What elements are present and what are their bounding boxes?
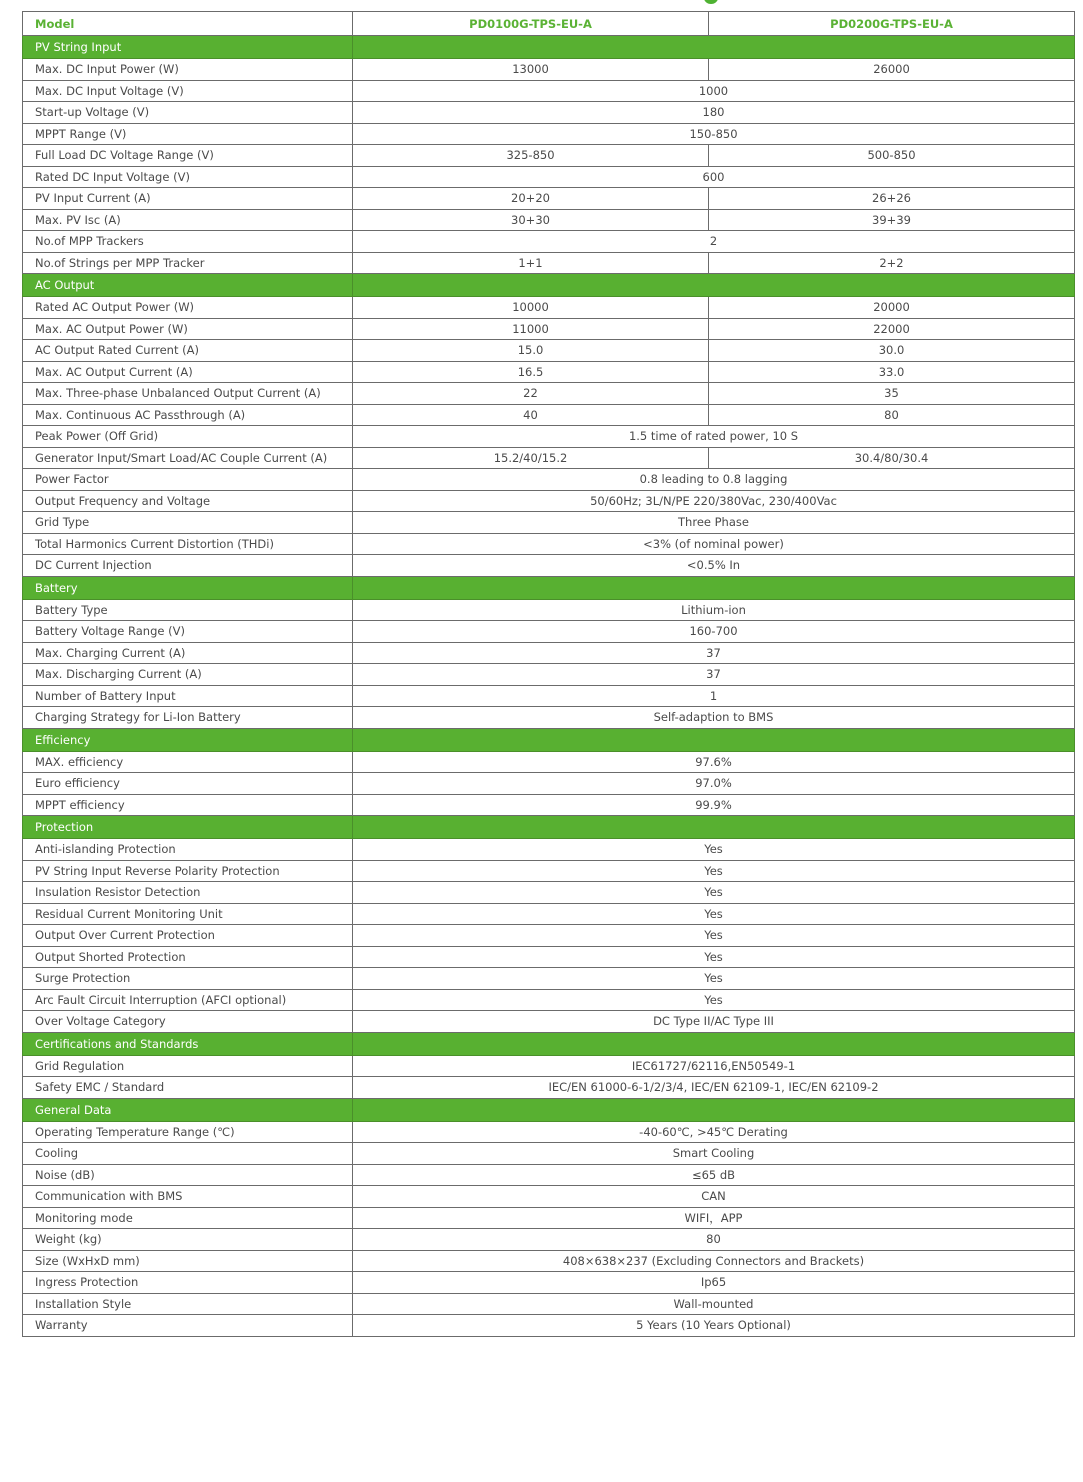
spec-label: Cooling xyxy=(23,1143,353,1165)
spec-row xyxy=(23,1164,1075,1186)
spec-value: 15.2/40/15.2 xyxy=(353,447,709,469)
spec-row xyxy=(23,599,1075,621)
spec-row xyxy=(23,773,1075,795)
spec-value: Lithium-ion xyxy=(353,599,1075,621)
section-filler xyxy=(353,728,1075,751)
spec-value: 30.0 xyxy=(709,340,1075,362)
spec-value: 1+1 xyxy=(353,252,709,274)
spec-label: Output Shorted Protection xyxy=(23,946,353,968)
spec-value: 2+2 xyxy=(709,252,1075,274)
section-header xyxy=(23,728,1075,751)
spec-label: Total Harmonics Current Distortion (THDi) xyxy=(23,533,353,555)
spec-value: 1 xyxy=(353,685,1075,707)
spec-value: 2 xyxy=(353,231,1075,253)
spec-value: WIFI，APP xyxy=(353,1207,1075,1229)
spec-label: No.of MPP Trackers xyxy=(23,231,353,253)
section-header xyxy=(23,576,1075,599)
spec-row xyxy=(23,707,1075,729)
spec-label: Anti-islanding Protection xyxy=(23,839,353,861)
logo-mark-icon xyxy=(704,0,718,4)
spec-label: No.of Strings per MPP Tracker xyxy=(23,252,353,274)
spec-row xyxy=(23,555,1075,577)
section-filler xyxy=(353,576,1075,599)
spec-value: 35 xyxy=(709,383,1075,405)
section-title: Protection xyxy=(23,816,353,839)
spec-value: 37 xyxy=(353,642,1075,664)
spec-label: Max. AC Output Power (W) xyxy=(23,318,353,340)
spec-label: Grid Regulation xyxy=(23,1055,353,1077)
spec-row xyxy=(23,664,1075,686)
spec-label: Installation Style xyxy=(23,1293,353,1315)
section-title: Efficiency xyxy=(23,728,353,751)
spec-label: DC Current Injection xyxy=(23,555,353,577)
spec-row xyxy=(23,80,1075,102)
spec-value: 325-850 xyxy=(353,145,709,167)
spec-value: Yes xyxy=(353,946,1075,968)
spec-row xyxy=(23,925,1075,947)
spec-value: 1.5 time of rated power, 10 S xyxy=(353,426,1075,448)
spec-value: 150-850 xyxy=(353,123,1075,145)
spec-label: Monitoring mode xyxy=(23,1207,353,1229)
spec-label: Max. PV Isc (A) xyxy=(23,209,353,231)
spec-value: 20+20 xyxy=(353,188,709,210)
spec-value: 80 xyxy=(709,404,1075,426)
spec-row xyxy=(23,903,1075,925)
spec-value: 30+30 xyxy=(353,209,709,231)
spec-label: Residual Current Monitoring Unit xyxy=(23,903,353,925)
spec-row xyxy=(23,751,1075,773)
spec-label: Max. DC Input Voltage (V) xyxy=(23,80,353,102)
spec-value: 97.6% xyxy=(353,751,1075,773)
spec-label: Max. Continuous AC Passthrough (A) xyxy=(23,404,353,426)
section-title: AC Output xyxy=(23,274,353,297)
section-header xyxy=(23,274,1075,297)
spec-value: 22000 xyxy=(709,318,1075,340)
model-name-1: PD0100G-TPS-EU-A xyxy=(353,12,709,36)
spec-label: Number of Battery Input xyxy=(23,685,353,707)
spec-label: Max. Three-phase Unbalanced Output Current (A) xyxy=(23,383,353,405)
spec-value: 30.4/80/30.4 xyxy=(709,447,1075,469)
spec-label: Max. AC Output Current (A) xyxy=(23,361,353,383)
spec-value: 600 xyxy=(353,166,1075,188)
spec-value: Wall-mounted xyxy=(353,1293,1075,1315)
spec-value: <3% (of nominal power) xyxy=(353,533,1075,555)
spec-value: Yes xyxy=(353,860,1075,882)
spec-value: 50/60Hz; 3L/N/PE 220/380Vac, 230/400Vac xyxy=(353,490,1075,512)
spec-label: Safety EMC / Standard xyxy=(23,1077,353,1099)
spec-value: Yes xyxy=(353,903,1075,925)
spec-value: Self-adaption to BMS xyxy=(353,707,1075,729)
spec-value: 26+26 xyxy=(709,188,1075,210)
spec-row xyxy=(23,946,1075,968)
spec-value: IEC61727/62116,EN50549-1 xyxy=(353,1055,1075,1077)
spec-row xyxy=(23,1315,1075,1337)
spec-value: 408×638×237 (Excluding Connectors and Brackets) xyxy=(353,1250,1075,1272)
spec-label: Ingress Protection xyxy=(23,1272,353,1294)
spec-row xyxy=(23,621,1075,643)
spec-value: 22 xyxy=(353,383,709,405)
spec-label: Size (WxHxD mm) xyxy=(23,1250,353,1272)
spec-value: Yes xyxy=(353,882,1075,904)
spec-label: Operating Temperature Range (℃) xyxy=(23,1121,353,1143)
spec-row xyxy=(23,1143,1075,1165)
spec-table-body xyxy=(23,12,1075,1337)
spec-label: Arc Fault Circuit Interruption (AFCI optional) xyxy=(23,989,353,1011)
spec-row xyxy=(23,642,1075,664)
section-title: General Data xyxy=(23,1098,353,1121)
spec-label: Over Voltage Category xyxy=(23,1011,353,1033)
spec-row xyxy=(23,968,1075,990)
spec-value: CAN xyxy=(353,1186,1075,1208)
spec-value: 20000 xyxy=(709,297,1075,319)
spec-label: Noise (dB) xyxy=(23,1164,353,1186)
spec-label: Insulation Resistor Detection xyxy=(23,882,353,904)
spec-value: Smart Cooling xyxy=(353,1143,1075,1165)
spec-row xyxy=(23,1121,1075,1143)
section-header xyxy=(23,816,1075,839)
spec-row xyxy=(23,989,1075,1011)
section-filler xyxy=(353,1098,1075,1121)
spec-row xyxy=(23,1011,1075,1033)
spec-label: Peak Power (Off Grid) xyxy=(23,426,353,448)
section-filler xyxy=(353,36,1075,59)
spec-label: PV String Input Reverse Polarity Protection xyxy=(23,860,353,882)
spec-value: Yes xyxy=(353,839,1075,861)
spec-row xyxy=(23,252,1075,274)
spec-label: Output Frequency and Voltage xyxy=(23,490,353,512)
spec-row xyxy=(23,426,1075,448)
spec-label: Max. Charging Current (A) xyxy=(23,642,353,664)
spec-row xyxy=(23,533,1075,555)
spec-row xyxy=(23,512,1075,534)
spec-label: AC Output Rated Current (A) xyxy=(23,340,353,362)
spec-value: -40-60℃, >45℃ Derating xyxy=(353,1121,1075,1143)
model-name-2: PD0200G-TPS-EU-A xyxy=(709,12,1075,36)
section-filler xyxy=(353,274,1075,297)
spec-value: 180 xyxy=(353,102,1075,124)
spec-label: Communication with BMS xyxy=(23,1186,353,1208)
spec-value: 80 xyxy=(353,1229,1075,1251)
spec-label: Battery Voltage Range (V) xyxy=(23,621,353,643)
spec-label: Surge Protection xyxy=(23,968,353,990)
spec-row xyxy=(23,102,1075,124)
spec-label: Output Over Current Protection xyxy=(23,925,353,947)
spec-value: ≤65 dB xyxy=(353,1164,1075,1186)
spec-value: Three Phase xyxy=(353,512,1075,534)
spec-value: 39+39 xyxy=(709,209,1075,231)
spec-label: Max. Discharging Current (A) xyxy=(23,664,353,686)
section-title: Battery xyxy=(23,576,353,599)
model-label: Model xyxy=(23,12,353,36)
spec-value: Ip65 xyxy=(353,1272,1075,1294)
spec-value: 1000 xyxy=(353,80,1075,102)
spec-row xyxy=(23,860,1075,882)
spec-label: Generator Input/Smart Load/AC Couple Current (A) xyxy=(23,447,353,469)
spec-row xyxy=(23,685,1075,707)
section-title: Certifications and Standards xyxy=(23,1032,353,1055)
spec-label: PV Input Current (A) xyxy=(23,188,353,210)
spec-row xyxy=(23,1055,1075,1077)
section-filler xyxy=(353,1032,1075,1055)
spec-row xyxy=(23,231,1075,253)
spec-label: Grid Type xyxy=(23,512,353,534)
spec-label: Start-up Voltage (V) xyxy=(23,102,353,124)
spec-row xyxy=(23,490,1075,512)
spec-row xyxy=(23,469,1075,491)
spec-row xyxy=(23,839,1075,861)
spec-label: MPPT Range (V) xyxy=(23,123,353,145)
spec-label: MPPT efficiency xyxy=(23,794,353,816)
spec-value: 10000 xyxy=(353,297,709,319)
spec-value: <0.5% In xyxy=(353,555,1075,577)
spec-value: Yes xyxy=(353,989,1075,1011)
spec-value: 97.0% xyxy=(353,773,1075,795)
spec-row xyxy=(23,209,1075,231)
spec-label: Weight (kg) xyxy=(23,1229,353,1251)
spec-row xyxy=(23,383,1075,405)
spec-value: 0.8 leading to 0.8 lagging xyxy=(353,469,1075,491)
spec-value: Yes xyxy=(353,925,1075,947)
spec-row xyxy=(23,340,1075,362)
model-header-row xyxy=(23,12,1075,36)
section-header xyxy=(23,36,1075,59)
spec-label: Rated AC Output Power (W) xyxy=(23,297,353,319)
spec-row xyxy=(23,1229,1075,1251)
spec-value: 13000 xyxy=(353,59,709,81)
spec-value: 11000 xyxy=(353,318,709,340)
spec-row xyxy=(23,1272,1075,1294)
spec-row xyxy=(23,1077,1075,1099)
spec-label: MAX. efficiency xyxy=(23,751,353,773)
spec-row xyxy=(23,882,1075,904)
spec-row xyxy=(23,1186,1075,1208)
spec-value: 26000 xyxy=(709,59,1075,81)
spec-label: Max. DC Input Power (W) xyxy=(23,59,353,81)
spec-label: Rated DC Input Voltage (V) xyxy=(23,166,353,188)
spec-table xyxy=(22,11,1075,1337)
spec-row xyxy=(23,1207,1075,1229)
spec-row xyxy=(23,794,1075,816)
spec-value: Yes xyxy=(353,968,1075,990)
spec-row xyxy=(23,297,1075,319)
spec-value: 40 xyxy=(353,404,709,426)
spec-value: 160-700 xyxy=(353,621,1075,643)
section-filler xyxy=(353,816,1075,839)
spec-label: Battery Type xyxy=(23,599,353,621)
spec-label: Warranty xyxy=(23,1315,353,1337)
spec-row xyxy=(23,361,1075,383)
spec-value: 15.0 xyxy=(353,340,709,362)
section-header xyxy=(23,1098,1075,1121)
spec-row xyxy=(23,145,1075,167)
section-header xyxy=(23,1032,1075,1055)
spec-value: 33.0 xyxy=(709,361,1075,383)
spec-label: Euro efficiency xyxy=(23,773,353,795)
spec-row xyxy=(23,188,1075,210)
spec-label: Full Load DC Voltage Range (V) xyxy=(23,145,353,167)
spec-row xyxy=(23,404,1075,426)
spec-row xyxy=(23,59,1075,81)
spec-value: 5 Years (10 Years Optional) xyxy=(353,1315,1075,1337)
section-title: PV String Input xyxy=(23,36,353,59)
page-edge xyxy=(982,1405,1083,1482)
spec-value: IEC/EN 61000-6-1/2/3/4, IEC/EN 62109-1, IEC/EN 62109-2 xyxy=(353,1077,1075,1099)
spec-row xyxy=(23,1293,1075,1315)
spec-value: 500-850 xyxy=(709,145,1075,167)
spec-row xyxy=(23,447,1075,469)
spec-row xyxy=(23,318,1075,340)
spec-label: Charging Strategy for Li-Ion Battery xyxy=(23,707,353,729)
spec-label: Power Factor xyxy=(23,469,353,491)
spec-row xyxy=(23,123,1075,145)
spec-value: 99.9% xyxy=(353,794,1075,816)
spec-value: 16.5 xyxy=(353,361,709,383)
spec-row xyxy=(23,1250,1075,1272)
spec-value: DC Type II/AC Type III xyxy=(353,1011,1075,1033)
spec-value: 37 xyxy=(353,664,1075,686)
spec-row xyxy=(23,166,1075,188)
